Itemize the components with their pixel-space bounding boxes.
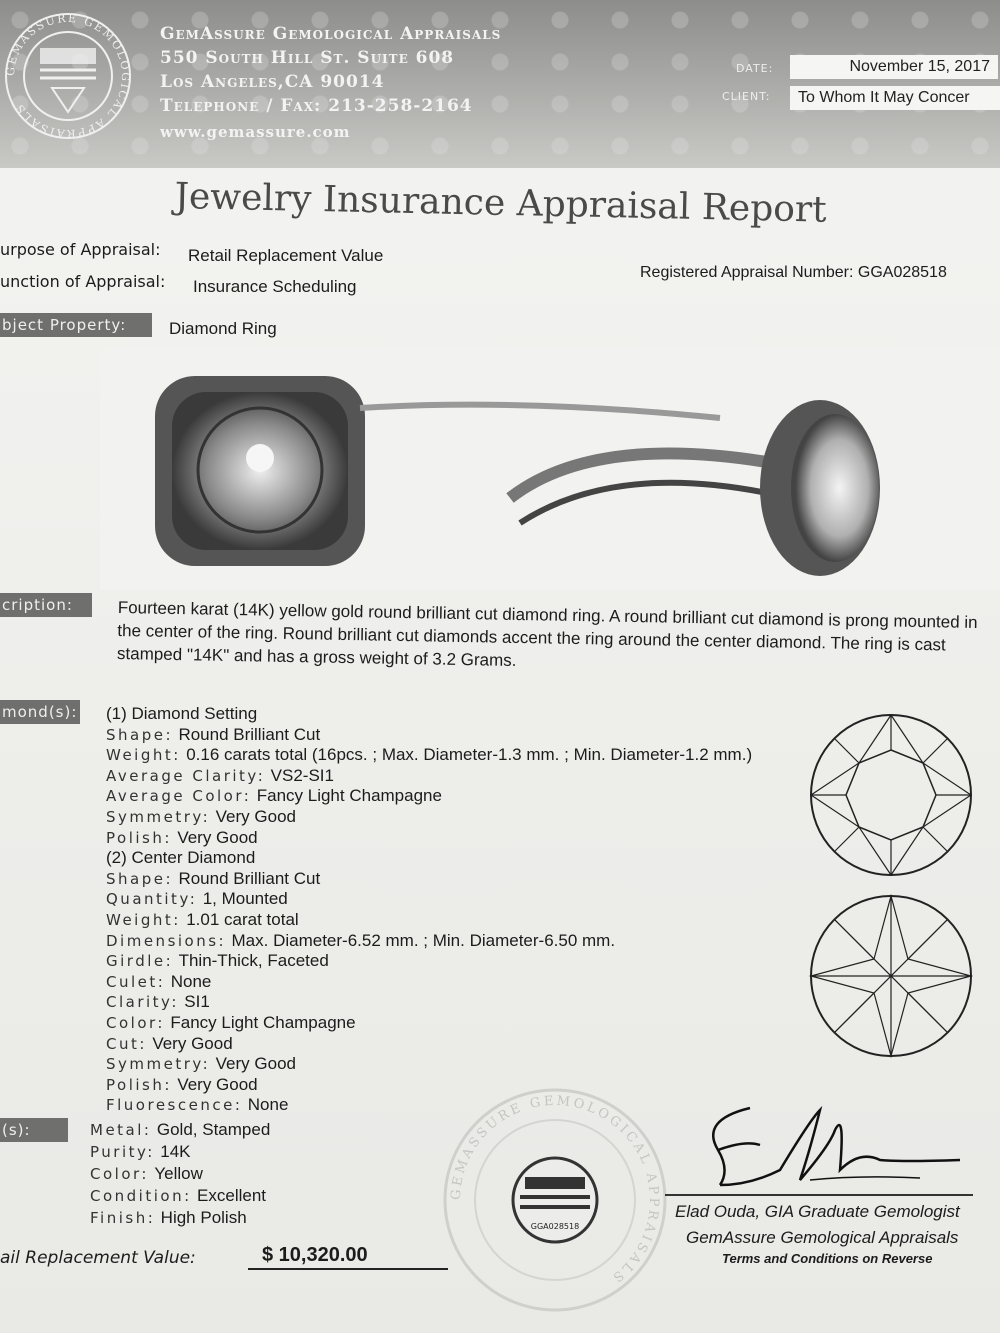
spec-row	[106, 889, 752, 910]
spec-key: Polish:	[106, 828, 172, 847]
function-label: unction of Appraisal:	[0, 272, 166, 291]
spec-row	[106, 828, 752, 849]
diamond-pavilion-diagram	[808, 893, 974, 1059]
spec-row	[106, 807, 752, 828]
report-title: Jewelry Insurance Appraisal Report	[174, 176, 828, 231]
spec-row	[106, 1054, 752, 1075]
spec-key: Purity:	[90, 1143, 155, 1161]
spec-value: Round Brilliant Cut	[178, 724, 321, 744]
spec-key: Polish:	[106, 1075, 172, 1094]
company-name: GemAssure Gemological Appraisals	[160, 24, 502, 44]
spec-key: Color:	[90, 1165, 149, 1183]
spec-key: Fluorescence:	[106, 1096, 243, 1115]
purpose-label: urpose of Appraisal:	[0, 240, 161, 259]
diamond-specs	[106, 704, 752, 1116]
spec-row	[106, 869, 752, 890]
spec-value: Excellent	[197, 1186, 267, 1205]
spec-value: 1.01 carat total	[186, 909, 299, 929]
spec-key: Condition:	[90, 1187, 192, 1205]
spec-row	[106, 725, 752, 746]
spec-value: VS2-SI1	[270, 765, 334, 785]
company-city: Los Angeles,CA 90014	[160, 72, 385, 92]
spec-key: Symmetry:	[106, 807, 211, 826]
spec-row	[106, 786, 752, 807]
spec-value: Very Good	[215, 1054, 296, 1074]
spec-value: Max. Diameter-6.52 mm. ; Min. Diameter-6.50 mm.	[231, 930, 616, 950]
diamonds-label: mond(s):	[0, 700, 80, 724]
spec-row	[106, 972, 752, 993]
spec-value: Very Good	[215, 806, 296, 826]
spec-key: Dimensions:	[106, 931, 227, 950]
terms-note: Terms and Conditions on Reverse	[722, 1251, 933, 1266]
spec-value: None	[247, 1095, 289, 1115]
spec-key: Girdle:	[106, 952, 174, 971]
spec-row	[106, 1034, 752, 1055]
spec-key: Weight:	[106, 746, 181, 765]
spec-value: Fancy Light Champagne	[170, 1012, 356, 1032]
spec-key: Shape:	[106, 869, 174, 888]
spec-key: Clarity:	[106, 993, 179, 1012]
spec-key: Symmetry:	[106, 1055, 211, 1074]
spec-value: Fancy Light Champagne	[256, 786, 442, 806]
company-phone: Telephone / Fax: 213-258-2164	[160, 96, 473, 116]
spec-row	[90, 1163, 270, 1185]
company-info	[160, 22, 501, 144]
subject-property-value: Diamond Ring	[169, 319, 277, 338]
setting-heading: (1) Diamond Setting	[106, 704, 258, 723]
spec-key: Weight:	[106, 910, 181, 929]
spec-row	[90, 1141, 270, 1163]
spec-row	[90, 1119, 270, 1141]
purpose-value: Retail Replacement Value	[188, 246, 384, 265]
spec-key: Culet:	[106, 972, 166, 991]
spec-key: Finish:	[90, 1209, 156, 1227]
spec-value: 14K	[160, 1142, 191, 1161]
company-website: www.gemassure.com	[160, 123, 351, 141]
date-field: November 15, 2017	[790, 55, 998, 79]
spec-key: Color:	[106, 1013, 165, 1032]
ring-photo	[100, 348, 1000, 590]
center-heading: (2) Center Diamond	[106, 848, 256, 868]
description-text: Fourteen karat (14K) yellow gold round brilliant cut diamond ring. A round brilliant cut diamond is prong mounted in the center of the ring. Round brilliant cut diamonds accent the ring around the center diamond. The ring is cast stamped "14K" and has a gross weight of 3.2 Grams.	[116, 597, 978, 670]
spec-key: Quantity:	[106, 890, 198, 909]
spec-key: Shape:	[106, 725, 174, 744]
stamp-number: GGA028518	[530, 1222, 580, 1231]
description-label: cription:	[0, 593, 92, 617]
spec-value: Very Good	[152, 1033, 233, 1053]
spec-row	[90, 1207, 270, 1229]
embossed-seal-stamp	[440, 1085, 670, 1315]
spec-value: Very Good	[177, 827, 258, 847]
spec-value: 0.16 carats total (16pcs. ; Max. Diameter-1.3 mm. ; Min. Diameter-1.2 mm.)	[186, 745, 753, 765]
spec-value: None	[170, 971, 212, 991]
company-address: 550 South Hill St. Suite 608	[160, 48, 455, 68]
spec-value: Gold, Stamped	[156, 1120, 271, 1139]
metals-label: (s):	[0, 1118, 68, 1142]
spec-value: Round Brilliant Cut	[178, 868, 321, 888]
spec-row	[106, 1013, 752, 1034]
replacement-value-label: ail Replacement Value:	[0, 1248, 196, 1268]
spec-value: Very Good	[177, 1074, 258, 1094]
spec-row	[106, 745, 752, 766]
spec-key: Average Clarity:	[106, 766, 266, 785]
function-value: Insurance Scheduling	[193, 277, 357, 296]
spec-row	[106, 766, 752, 787]
appraiser-company: GemAssure Gemological Appraisals	[686, 1228, 959, 1247]
letterhead-band	[0, 0, 1000, 168]
svg-text:GEMASSURE GEMOLOGICAL APPRAISA: GEMASSURE GEMOLOGICAL APPRAISALS	[448, 1093, 662, 1287]
svg-text:GEMASSURE GEMOLOGICAL APPRAISA: GEMASSURE GEMOLOGICAL APPRAISALS	[3, 11, 133, 141]
spec-row	[106, 910, 752, 931]
spec-key: Average Color:	[106, 787, 252, 806]
appraiser-name: Elad Ouda, GIA Graduate Gemologist	[675, 1202, 960, 1221]
company-seal-logo	[0, 8, 140, 143]
subject-property-label: bject Property:	[0, 313, 152, 337]
spec-value: SI1	[184, 992, 210, 1012]
replacement-value-amount: $ 10,320.00	[262, 1244, 368, 1266]
spec-key: Metal:	[90, 1121, 152, 1139]
value-underline	[248, 1268, 448, 1270]
spec-value: Thin-Thick, Faceted	[178, 951, 329, 971]
spec-value: High Polish	[160, 1208, 247, 1227]
diamond-crown-diagram	[808, 712, 974, 878]
registered-number: Registered Appraisal Number: GGA028518	[640, 264, 947, 281]
spec-value: Yellow	[154, 1164, 203, 1183]
spec-row	[106, 992, 752, 1013]
spec-row	[90, 1185, 270, 1207]
spec-row	[106, 951, 752, 972]
spec-row	[106, 931, 752, 952]
spec-key: Cut:	[106, 1034, 147, 1053]
client-label: CLIENT:	[722, 90, 771, 103]
client-field: To Whom It May Concer	[790, 86, 1000, 110]
spec-value: 1, Mounted	[202, 889, 288, 909]
metal-specs	[90, 1119, 270, 1229]
signature-line	[665, 1194, 973, 1196]
date-label: DATE:	[736, 62, 774, 75]
